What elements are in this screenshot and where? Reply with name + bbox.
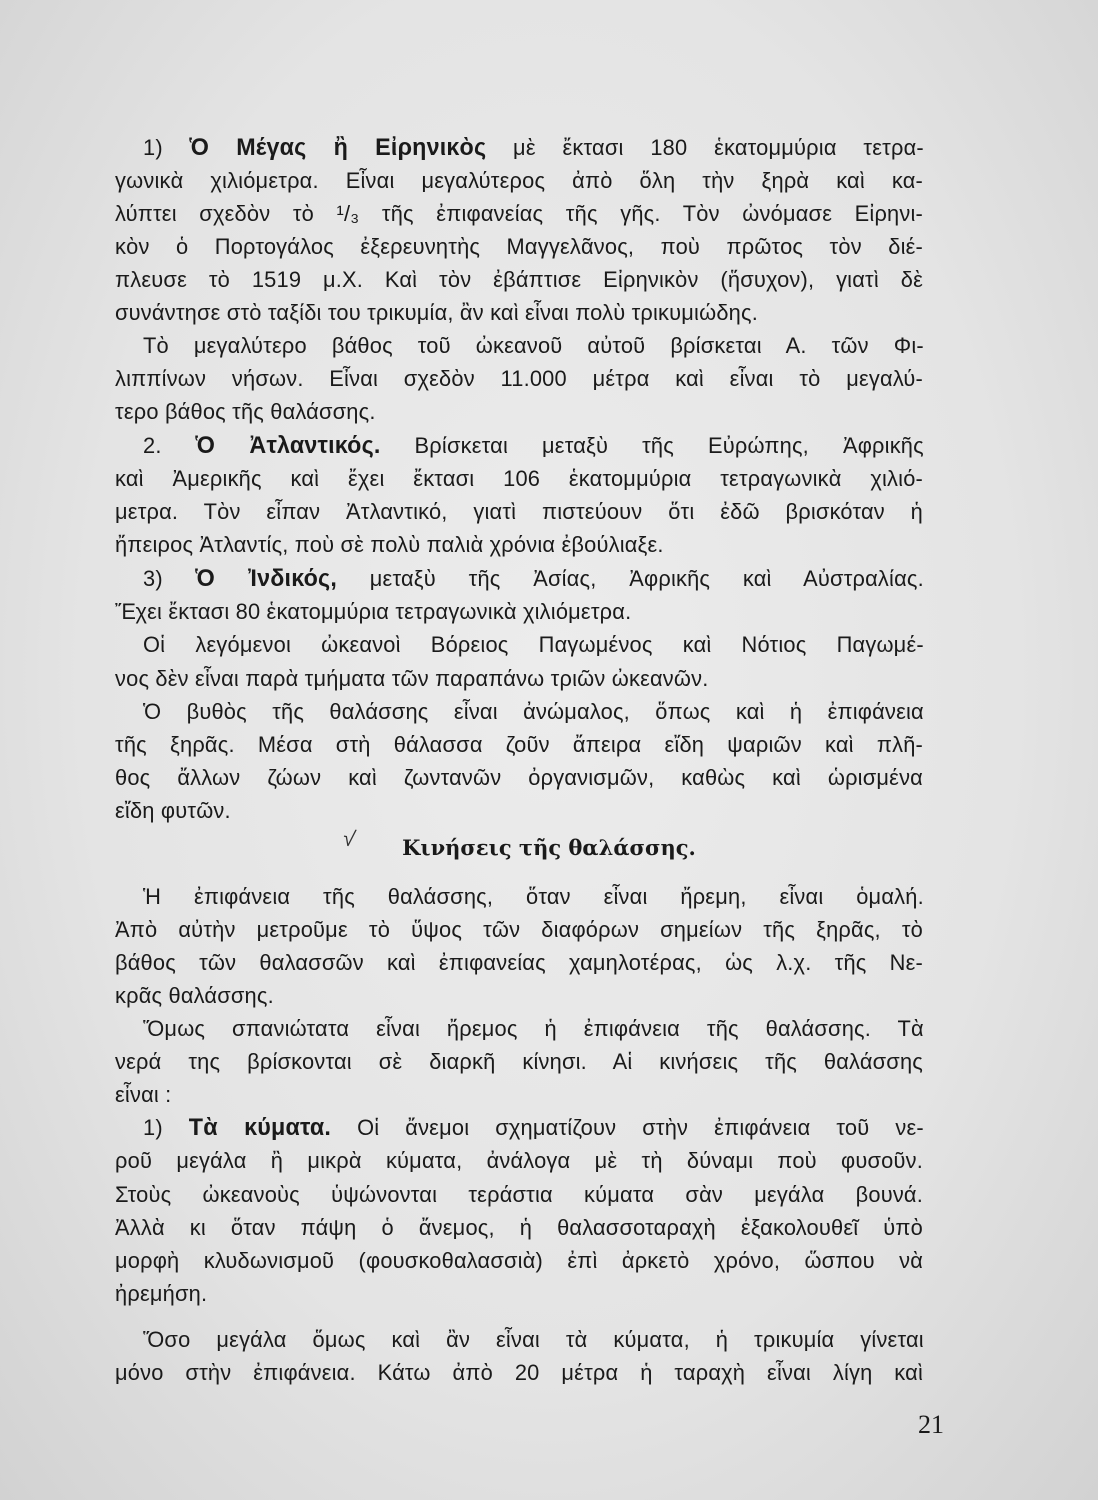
text-line <box>143 697 924 727</box>
line-text: Ὁ βυθὸς τῆς θαλάσσης εἶναι ἀνώμαλος, ὅπως καὶ ἡ ἐπιφάνεια <box>143 699 924 724</box>
line-text: Οἱ λεγόμενοι ὠκεανοὶ Βόρειος Παγωμένος καὶ Νότιος Παγωμέ- <box>143 632 924 657</box>
text-line <box>143 431 924 461</box>
line-text: Βρίσκεται μεταξὺ τῆς Εὐρώπης, Ἀφρικῆς <box>380 433 924 458</box>
text-line <box>143 1113 924 1143</box>
line-text: λύπτει σχεδὸν τὸ ¹/₃ τῆς ἐπιφανείας τῆς γῆς. Τὸν ὠνόμασε Εἰρηνι- <box>115 201 924 226</box>
line-text: Ἀπὸ αὐτὴν μετροῦμε τὸ ὕψος τῶν διαφόρων σημείων τῆς ξηρᾶς, τὸ <box>115 917 924 942</box>
line-text: μετρα. Τὸν εἶπαν Ἀτλαντικό, γιατὶ πιστεύουν ὅτι ἐδῶ βρισκόταν ἡ <box>115 499 924 524</box>
page-number: 21 <box>918 1410 944 1439</box>
line-text: Στοὺς ὠκεανοὺς ὑψώνονται τεράστια κύματα σὰν μεγάλα βουνά. <box>115 1182 924 1207</box>
text-line <box>115 1080 923 1110</box>
text-line <box>115 1047 923 1077</box>
text-line <box>115 199 923 229</box>
text-line <box>115 166 923 196</box>
text-line <box>115 1246 923 1276</box>
text-line <box>115 298 923 328</box>
text-line <box>115 1213 923 1243</box>
line-text: ἠρεμήση. <box>115 1281 208 1306</box>
text-line <box>115 464 923 494</box>
line-text: μόνο στὴν ἐπιφάνεια. Κάτω ἀπὸ 20 μέτρα ἡ ταραχὴ εἶναι λίγη καὶ <box>115 1360 924 1385</box>
line-text: μὲ ἔκτασι 180 ἑκατομμύρια τετρα- <box>486 135 924 160</box>
line-text: Ὅμως σπανιώτατα εἶναι ἤρεμος ἡ ἐπιφάνεια τῆς θαλάσσης. Τὰ <box>143 1016 924 1041</box>
bold-term: Ὁ Μέγας ἢ Εἰρηνικὸς <box>189 134 487 161</box>
line-text: λιππίνων νήσων. Εἶναι σχεδὸν 11.000 μέτρα καὶ εἶναι τὸ μεγαλύ- <box>115 366 924 391</box>
text-line <box>143 1014 924 1044</box>
text-line <box>115 265 923 295</box>
text-line <box>115 497 923 527</box>
line-text: ἤπειρος Ἀτλαντίς, ποὺ σὲ πολὺ παλιὰ χρόνια ἐβούλιαξε. <box>115 532 664 557</box>
text-line <box>143 331 924 361</box>
line-text: κὸν ὁ Πορτογάλος ἐξερευνητὴς Μαγγελᾶνος, ποὺ πρῶτος τὸν διέ- <box>115 234 924 259</box>
line-text: πλευσε τὸ 1519 μ.Χ. Καὶ τὸν ἐβάπτισε Εἰρηνικὸν (ἥσυχον), γιατὶ δὲ <box>115 267 924 292</box>
text-line <box>115 530 923 560</box>
line-text: καὶ Ἀμερικῆς καὶ ἔχει ἔκτασι 106 ἑκατομμύρια τετραγωνικὰ χιλιό- <box>115 466 924 491</box>
text-line <box>115 364 923 394</box>
line-text: Ἔχει ἔκτασι 80 ἑκατομμύρια τετραγωνικὰ χιλιόμετρα. <box>115 599 632 624</box>
text-line <box>115 730 923 760</box>
text-line <box>115 915 923 945</box>
line-text: Οἱ ἄνεμοι σχηματίζουν στὴν ἐπιφάνεια τοῦ νε- <box>331 1115 924 1140</box>
line-text: τῆς ξηρᾶς. Μέσα στὴ θάλασσα ζοῦν ἄπειρα εἴδη ψαριῶν καὶ πλῆ- <box>115 732 924 757</box>
line-text: εἶναι : <box>115 1082 172 1107</box>
section-heading: Κινήσεις τῆς θαλάσσης. <box>402 835 696 860</box>
bold-term: Τὰ κύματα. <box>188 1114 332 1141</box>
text-line <box>115 597 923 627</box>
text-line <box>143 564 924 594</box>
list-number: 1) <box>143 1115 189 1140</box>
line-text: γωνικὰ χιλιόμετρα. Εἶναι μεγαλύτερος ἀπὸ ὅλη τὴν ξηρὰ καὶ κα- <box>115 168 924 193</box>
text-line <box>115 397 923 427</box>
line-text: Ἡ ἐπιφάνεια τῆς θαλάσσης, ὅταν εἶναι ἤρεμη, εἶναι ὁμαλή. <box>143 884 924 909</box>
text-line <box>115 763 923 793</box>
line-text: ροῦ μεγάλα ἢ μικρὰ κύματα, ἀνάλογα μὲ τὴ δύναμι ποὺ φυσοῦν. <box>115 1148 924 1173</box>
line-text: συνάντησε στὸ ταξίδι του τρικυμία, ἂν καὶ εἶναι πολὺ τρικυμιώδης. <box>115 300 758 325</box>
text-line <box>143 882 924 912</box>
line-text: Τὸ μεγαλύτερο βάθος τοῦ ὠκεανοῦ αὐτοῦ βρίσκεται Α. τῶν Φι- <box>143 333 924 358</box>
text-line <box>143 1325 924 1355</box>
line-text: κρᾶς θαλάσσης. <box>115 983 274 1008</box>
bold-term: Ὁ Ἰνδικός, <box>195 565 337 592</box>
check-mark: √ <box>341 825 358 852</box>
line-text: βάθος τῶν θαλασσῶν καὶ ἐπιφανείας χαμηλοτέρας, ὡς λ.χ. τῆς Νε- <box>115 950 924 975</box>
text-line <box>115 948 923 978</box>
list-number: 1) <box>143 135 190 160</box>
list-number: 2. <box>143 433 196 458</box>
text-line <box>115 232 923 262</box>
line-text: θος ἄλλων ζώων καὶ ζωντανῶν ὀργανισμῶν, καθὼς καὶ ὡρισμένα <box>115 765 924 790</box>
line-text: εἴδη φυτῶν. <box>115 798 231 823</box>
line-text: μεταξὺ τῆς Ἀσίας, Ἀφρικῆς καὶ Αὐστραλίας. <box>337 566 924 591</box>
text-line <box>115 664 923 694</box>
text-line <box>143 630 924 660</box>
line-text: Ὅσο μεγάλα ὅμως καὶ ἂν εἶναι τὰ κύματα, ἡ τρικυμία γίνεται <box>143 1327 924 1352</box>
line-text: νερά της βρίσκονται σὲ διαρκῆ κίνησι. Αἱ κινήσεις τῆς θαλάσσης <box>115 1049 924 1074</box>
line-text: νος δὲν εἶναι παρὰ τμήματα τῶν παραπάνω τριῶν ὠκεανῶν. <box>115 666 709 691</box>
text-line <box>115 1180 923 1210</box>
text-line <box>143 133 924 163</box>
line-text: Ἀλλὰ κι ὅταν πάψη ὁ ἄνεμος, ἡ θαλασσοταραχὴ ἐξακολουθεῖ ὑπὸ <box>115 1215 924 1240</box>
line-text: μορφὴ κλυδωνισμοῦ (φουσκοθαλασσιὰ) ἐπὶ ἀρκετὸ χρόνο, ὥσπου νὰ <box>115 1248 924 1273</box>
line-text: τερο βάθος τῆς θαλάσσης. <box>115 399 376 424</box>
text-line <box>115 1279 923 1309</box>
text-line <box>115 796 923 826</box>
text-line <box>115 981 923 1011</box>
text-line <box>115 1358 923 1388</box>
bold-term: Ὁ Ἀτλαντικός. <box>195 432 381 459</box>
list-number: 3) <box>143 566 196 591</box>
text-line <box>115 1146 923 1176</box>
